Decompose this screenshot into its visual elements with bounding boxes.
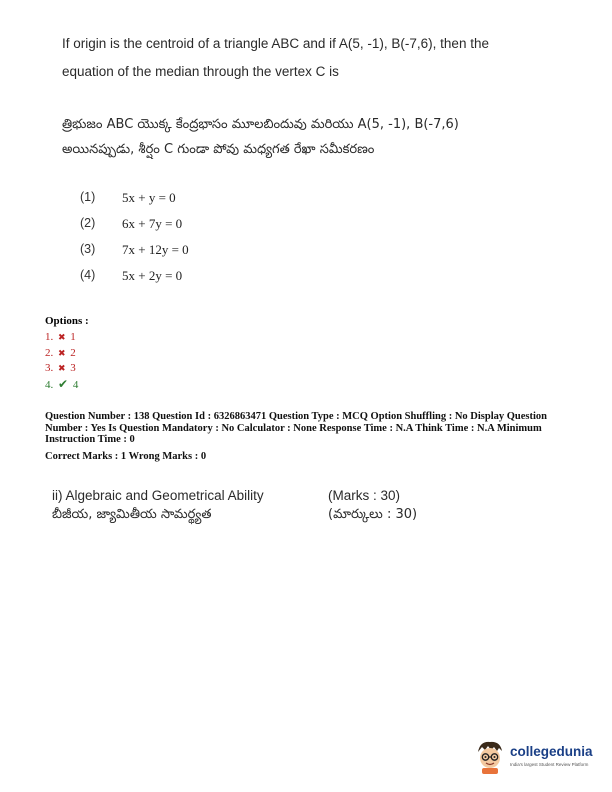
logo-brand-text: collegedunia bbox=[510, 744, 593, 759]
cross-icon: ✖ bbox=[58, 332, 66, 342]
section-marks-telugu: (మార్కులు : 30) bbox=[328, 507, 418, 522]
metadata-line-2: Number : Yes Is Question Mandatory : No Calculator : None Response Time : N.A Think Time : N.A Minimum bbox=[45, 422, 542, 434]
checkmark-icon: ✔ bbox=[58, 376, 69, 391]
logo-tagline: India's largest Student Review Platform bbox=[510, 762, 589, 767]
question-english-line-1: If origin is the centroid of a triangle ABC and if A(5, -1), B(-7,6), then the bbox=[62, 36, 489, 51]
section-marks-english: (Marks : 30) bbox=[328, 488, 401, 503]
question-telugu bbox=[62, 112, 562, 162]
choice-equation: 5x + 2y = 0 bbox=[122, 268, 183, 283]
option-item-2 bbox=[45, 346, 89, 362]
question-telugu-line-2: అయినప్పుడు, శీర్షం C గుండా పోవు మధ్యగత రేఖా సమీకరణం bbox=[62, 142, 375, 157]
choice-number: (3) bbox=[80, 242, 96, 256]
option-item-3 bbox=[45, 361, 89, 377]
options-heading: Options : bbox=[45, 315, 89, 327]
question-english-line-2: equation of the median through the vertex C is bbox=[62, 64, 339, 79]
metadata-line-1: Question Number : 138 Question Id : 6326863471 Question Type : MCQ Option Shuffling : No Display Question bbox=[45, 411, 548, 422]
section-header bbox=[52, 488, 482, 528]
cross-icon: ✖ bbox=[58, 363, 66, 373]
choice-equation: 6x + 7y = 0 bbox=[122, 216, 183, 231]
question-metadata bbox=[45, 411, 565, 462]
option-value: 2 bbox=[70, 346, 76, 359]
option-index: 1. bbox=[45, 331, 54, 343]
option-value: 1 bbox=[70, 331, 76, 343]
option-index: 2. bbox=[45, 346, 54, 359]
question-telugu-line-1: త్రిభుజం ABC యొక్క కేంద్రభాసం మూలబిందువు మరియు A(5, -1), B(-7,6) bbox=[62, 117, 459, 132]
choice-number: (2) bbox=[80, 216, 96, 230]
option-index: 4. bbox=[45, 378, 54, 391]
collegedunia-logo bbox=[472, 738, 602, 774]
options-list bbox=[45, 313, 89, 393]
question-english bbox=[62, 30, 562, 86]
option-value: 4 bbox=[72, 378, 79, 391]
mascot-icon bbox=[472, 738, 508, 774]
option-item-4 bbox=[45, 377, 89, 394]
option-value: 3 bbox=[70, 362, 76, 374]
choice-number: (4) bbox=[80, 268, 96, 282]
option-index: 3. bbox=[45, 362, 54, 374]
cross-icon: ✖ bbox=[58, 347, 66, 358]
section-title-english: ii) Algebraic and Geometrical Ability bbox=[52, 488, 264, 503]
marks-line: Correct Marks : 1 Wrong Marks : 0 bbox=[45, 450, 207, 462]
section-title-telugu: బీజీయ, జ్యామితీయ సామర్థ్యత bbox=[52, 507, 212, 522]
choice-number: (1) bbox=[80, 190, 96, 204]
choice-equation: 7x + 12y = 0 bbox=[122, 242, 189, 257]
choice-equation: 5x + y = 0 bbox=[122, 190, 176, 205]
option-item-1 bbox=[45, 330, 89, 346]
metadata-line-3: Instruction Time : 0 bbox=[45, 434, 135, 445]
